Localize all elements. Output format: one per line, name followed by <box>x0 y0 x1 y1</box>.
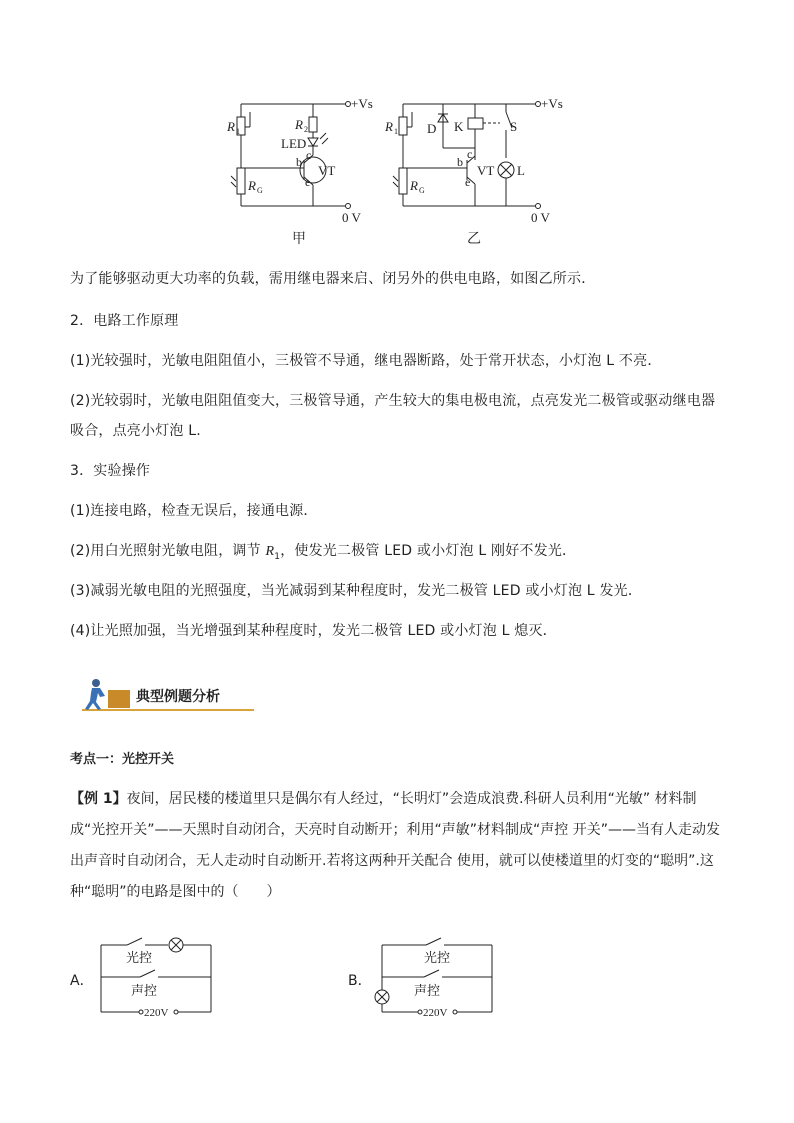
yi-caption: 乙 <box>467 231 481 247</box>
paragraph-step-4: (4)让光照加强，当光增强到某种程度时，发光二极管 LED 或小灯泡 L 熄灭． <box>70 623 557 639</box>
yi-r1-label: R <box>385 119 393 134</box>
heading-working-principle: 2．电路工作原理 <box>70 313 179 329</box>
paragraph-principle-1: (1)光较强时，光敏电阻阻值小，三极管不导通，继电器断路，处于常开状态，小灯泡 L 不亮． <box>70 353 662 369</box>
yi-rg-sub: G <box>419 186 425 195</box>
jia-caption: 甲 <box>292 231 306 247</box>
choice-b-shengkong: 声控 <box>414 984 441 999</box>
paragraph-step-1: (1)连接电路，检查无误后，接通电源． <box>70 503 318 519</box>
yi-k-label: K <box>454 119 464 134</box>
yi-e-label: e <box>465 175 471 189</box>
choice-a-guangkong: 光控 <box>126 951 153 966</box>
jia-zero-label: 0 V <box>342 210 361 225</box>
yi-rg-label: R <box>410 178 418 193</box>
choice-a-voltage: 220V <box>144 1007 169 1019</box>
yi-c-label: c <box>467 147 473 161</box>
example-tag: 【例 1】 <box>70 791 127 807</box>
step-2-pre: (2)用白光照射光敏电阻，调节 <box>70 543 266 559</box>
yi-r1-sub: 1 <box>394 127 398 136</box>
heading-experiment: 3．实验操作 <box>70 463 151 479</box>
jia-vt-label: VT <box>318 163 336 178</box>
paragraph-principle-2: (2)光较弱时，光敏电阻阻值变大，三极管导通，产生较大的集电极电流，点亮发光二极管或驱动继电器吸合，点亮小灯泡 L. <box>70 393 716 439</box>
jia-e-label: e <box>305 175 311 189</box>
jia-vs-label: +Vs <box>351 96 373 111</box>
section-title: 典型例题分析 <box>136 689 220 705</box>
jia-led-label: LED <box>281 136 307 151</box>
jia-c-label: c <box>306 148 312 162</box>
choice-a-letter: A． <box>70 973 94 989</box>
yi-s-label: S <box>510 119 518 134</box>
yi-b-label: b <box>457 155 463 169</box>
paragraph-relay-intro: 为了能够驱动更大功率的负载，需用继电器来启、闭另外的供电电路，如图乙所示． <box>70 271 596 287</box>
example-body: 夜间，居民楼的楼道里只是偶尔有人经过，“长明灯”会造成浪费.科研人员利用“光敏” 材料制成“光控开关”——天黑时自动闭合，天亮时自动断开；利用“声敏”材料制成“声控 开关”——当有人走动发出声音时自动闭合，无人走动时自动断开.若将这两种开关配合 使用，就可以使楼道里的灯变的“聪明”.这种“聪明”的电路是图中的（ ） <box>70 791 720 900</box>
jia-rg-label: R <box>248 178 256 193</box>
step-2-r1: R <box>265 544 275 559</box>
yi-vt-label: VT <box>477 163 495 178</box>
circuit-figure-top <box>0 0 794 250</box>
choice-b-guangkong: 光控 <box>424 951 451 966</box>
jia-r1-sub: 1 <box>236 127 240 136</box>
jia-b-label: b <box>296 155 302 169</box>
yi-d-label: D <box>427 121 437 136</box>
paragraph-step-2 <box>70 536 720 572</box>
yi-zero-label: 0 V <box>531 210 550 225</box>
example-question <box>70 784 724 908</box>
jia-r2-sub: 2 <box>304 125 308 134</box>
choice-b-voltage: 220V <box>423 1007 448 1019</box>
yi-vs-label: +Vs <box>541 96 563 111</box>
jia-r2-label: R <box>295 117 303 132</box>
choice-b-letter: B． <box>348 973 372 989</box>
jia-rg-sub: G <box>257 186 263 195</box>
jia-r1-label: R <box>227 119 235 134</box>
yi-l-label: L <box>517 163 525 178</box>
step-2-post: ，使发光二极管 LED 或小灯泡 L 刚好不发光． <box>280 543 577 559</box>
step-2-r1-sub: 1 <box>274 551 281 562</box>
paragraph-step-3: (3)减弱光敏电阻的光照强度，当光减弱到某种程度时，发光二极管 LED 或小灯泡 L 发光． <box>70 583 643 599</box>
topic-heading: 考点一：光控开关 <box>70 752 175 767</box>
choice-a-shengkong: 声控 <box>131 984 158 999</box>
